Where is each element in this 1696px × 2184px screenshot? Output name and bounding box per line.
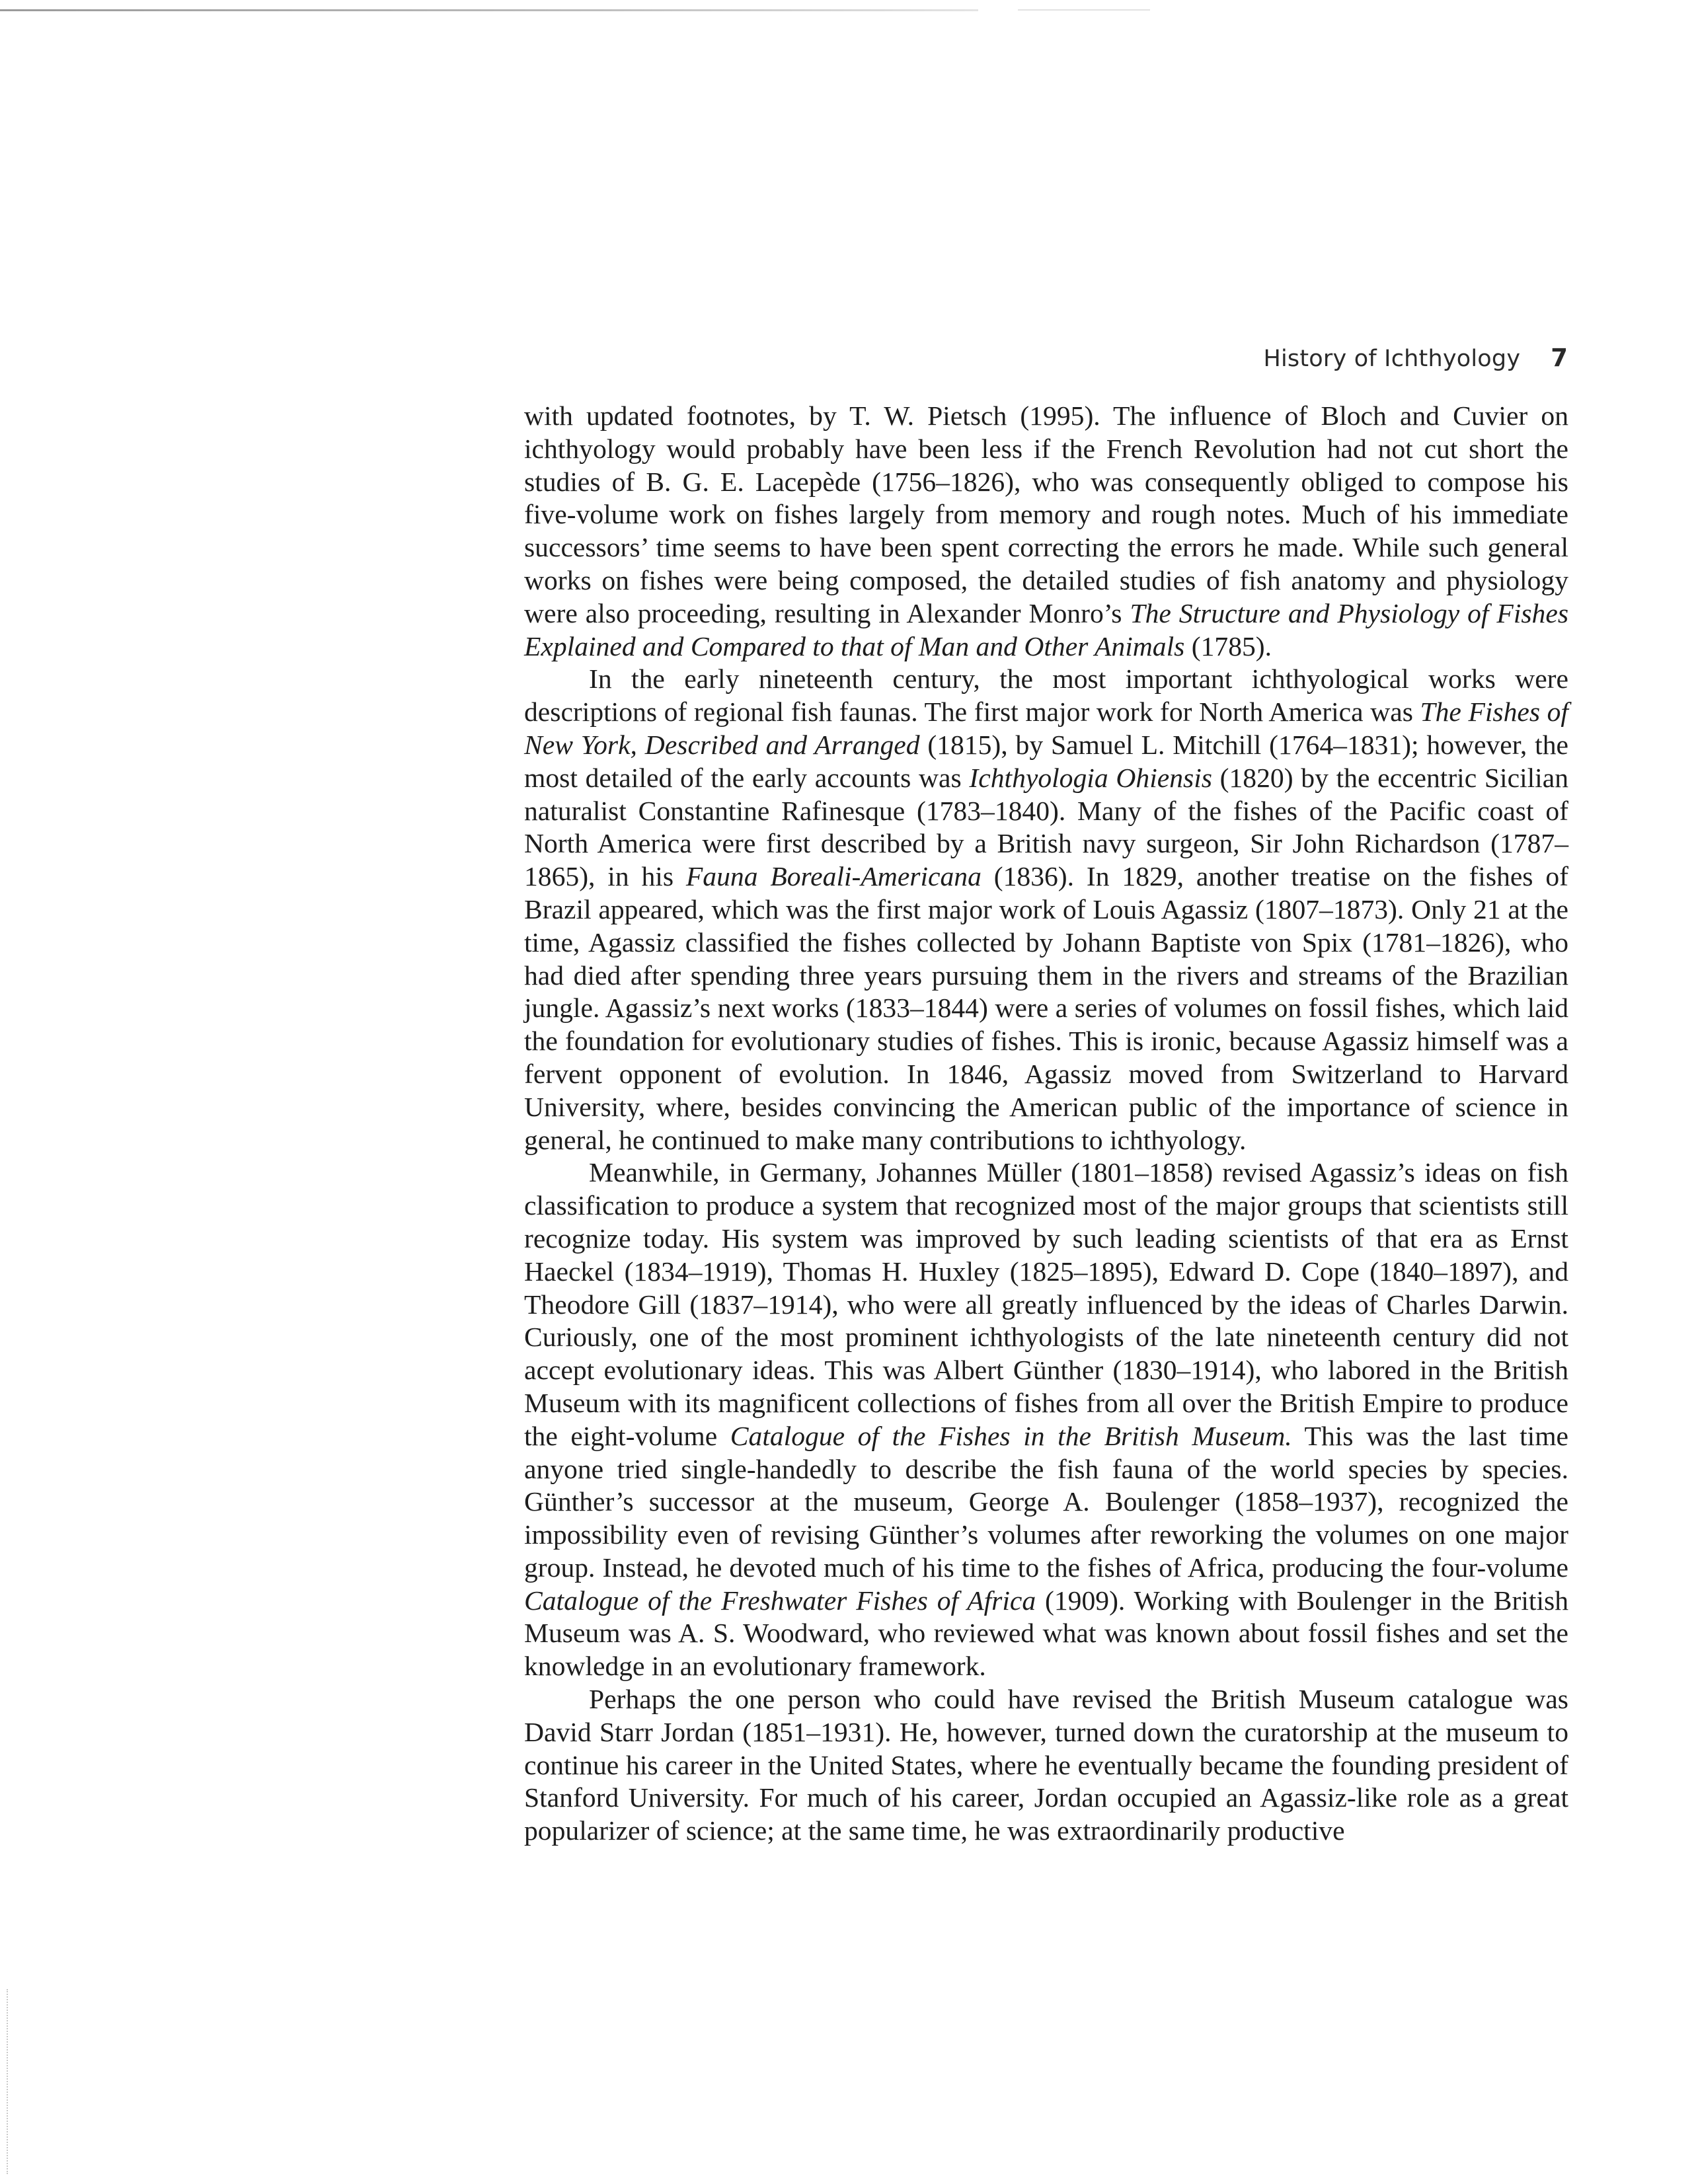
- text-run: This was the last time anyone tried single-handedly to describe the fish fauna of the world species by species. Günther’s successor at the museum, George A. Boulenger (1858–1937), recognized the impossibility even of revising Günther’s volumes after reworking the volumes on one major group. Instead, he devoted much of his time to the fishes of Africa, producing the four-volume: [524, 1420, 1569, 1583]
- paragraph: [524, 1156, 1568, 1683]
- text-run: (1836). In 1829, another treatise on the fishes of Brazil appeared, which was the first major work of Louis Agassiz (1807–1873). Only 21 at the time, Agassiz classified the fishes collected by Johann Baptiste von Spix (1781–1826), who had died after spending three years pursuing them in the rivers and streams of the Brazilian jungle. Agassiz’s next works (1833–1844) were a series of volumes on fossil fishes, which laid the foundation for evolutionary studies of fishes. This is ironic, because Agassiz himself was a fervent opponent of evolution. In 1846, Agassiz moved from Switzerland to Harvard University, where, besides convincing the American public of the importance of science in general, he continued to make many contributions to ichthyology.: [524, 861, 1568, 1155]
- text-run: (1815), by Samuel L. Mitchill (1764–1831); however, the most detailed of the early accounts was: [524, 729, 1568, 793]
- paragraph: [524, 663, 1568, 1156]
- scan-edge-line: [1018, 9, 1150, 11]
- scan-margin-marks: [7, 1989, 10, 2174]
- book-title: The Structure and Physiology of Fishes Explained and Compared to that of Man and Other Animals: [524, 597, 1569, 661]
- book-title: Catalogue of the Fishes in the British Museum.: [730, 1420, 1292, 1451]
- book-title: The Fishes of New York, Described and Arranged: [524, 697, 1568, 760]
- text-run: with updated footnotes, by T. W. Pietsch (1995). The influence of Bloch and Cuvier on ichthyology would probably have been less if the French Revolution had not cut short the studies of B. G. E. Lacepède (1756–1826), who was consequently obliged to compose his five-volume work on fishes largely from memory and rough notes. Much of his immediate successors’ time seems to have been spent correcting the errors he made. While such general works on fishes were being composed, the detailed studies of fish anatomy and physiology were also proceeding, resulting in Alexander Monro’s: [524, 400, 1568, 628]
- text-run: Meanwhile, in Germany, Johannes Müller (1801–1858) revised Agassiz’s ideas on fish classification to produce a system that recognized most of the major groups that scientists still recognize today. His system was improved by such leading scientists of that era as Ernst Haeckel (1834–1919), Thomas H. Huxley (1825–1895), Edward D. Cope (1840–1897), and Theodore Gill (1837–1914), who were all greatly influenced by the ideas of Charles Darwin. Curiously, one of the most prominent ichthyologists of the late nineteenth century did not accept evolutionary ideas. This was Albert Günther (1830–1914), who labored in the British Museum with its magnificent collections of fishes from all over the British Empire to produce the eight-volume: [524, 1157, 1568, 1451]
- running-head: [1263, 344, 1568, 372]
- body-text: [524, 400, 1568, 1848]
- text-run: In the early nineteenth century, the most important ichthyological works were descriptions of regional fish faunas. The first major work for North America was: [524, 663, 1568, 728]
- book-title: Ichthyologia Ohiensis: [969, 762, 1212, 793]
- scan-edge-line: [0, 9, 978, 11]
- running-title: History of Ichthyology: [1263, 346, 1521, 372]
- paragraph: [524, 400, 1568, 663]
- text-run: (1785).: [1184, 630, 1272, 661]
- book-title: Catalogue of the Freshwater Fishes of Africa: [524, 1585, 1036, 1616]
- text-run: Perhaps the one person who could have revised the British Museum catalogue was David Starr Jordan (1851–1931). He, however, turned down the curatorship at the museum to continue his career in the United States, where he eventually became the founding president of Stanford University. For much of his career, Jordan occupied an Agassiz-like role as a great popularizer of science; at the same time, he was extraordinarily productive: [524, 1684, 1568, 1846]
- book-title: Fauna Boreali-Americana: [685, 861, 982, 892]
- page-number: 7: [1551, 344, 1568, 372]
- text-run: (1820) by the eccentric Sicilian naturalist Constantine Rafinesque (1783–1840). Many of the fishes of the Pacific coast of North America were first described by a British navy surgeon, Sir John Richardson (1787–1865), in his: [524, 762, 1568, 892]
- text-run: (1909). Working with Boulenger in the British Museum was A. S. Woodward, who reviewed what was known about fossil fishes and set the knowledge in an evolutionary framework.: [524, 1585, 1568, 1682]
- paragraph: [524, 1683, 1568, 1848]
